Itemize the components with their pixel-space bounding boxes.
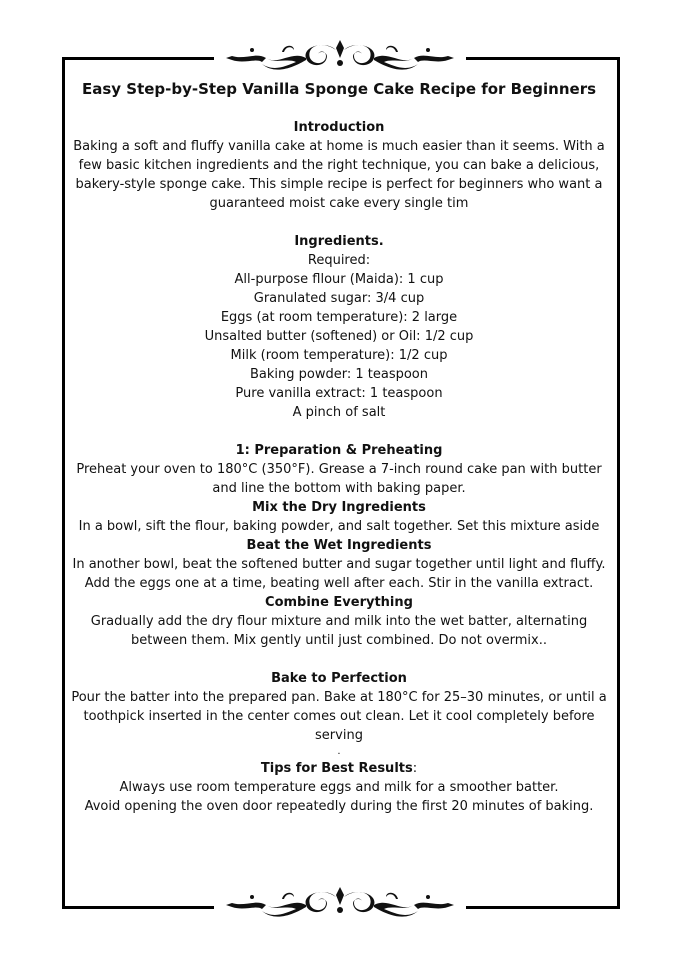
- ingredient-item: Baking powder: 1 teaspoon: [249, 367, 428, 382]
- flourish-icon: [222, 883, 458, 923]
- ingredient-item: Milk (room temperature): 1/2 cup: [230, 348, 448, 363]
- tips-heading-colon: :: [412, 761, 418, 776]
- bake-heading: Bake to Perfection: [271, 671, 407, 686]
- introduction-line: bakery-style sponge cake. This simple recipe is perfect for beginners who want a: [75, 177, 603, 192]
- introduction-line: guaranteed moist cake every single tim: [209, 196, 469, 211]
- combine-line: between them. Mix gently until just combined. Do not overmix..: [131, 633, 547, 648]
- wet-heading: Beat the Wet Ingredients: [246, 538, 432, 553]
- ingredients-subheading: Required:: [307, 253, 371, 268]
- ingredient-item: Unsalted butter (softened) or Oil: 1/2 cup: [204, 329, 474, 344]
- ingredient-item: Pure vanilla extract: 1 teaspoon: [235, 386, 443, 401]
- ingredient-item: A pinch of salt: [292, 405, 386, 420]
- bake-dot: .: [337, 746, 341, 757]
- introduction-heading: Introduction: [293, 120, 385, 135]
- ingredients-heading: Ingredients.: [294, 234, 384, 249]
- top-ornament: [214, 34, 466, 78]
- step1-line: and line the bottom with baking paper.: [212, 481, 466, 496]
- introduction-line: few basic kitchen ingredients and the right technique, you can bake a delicious,: [78, 158, 600, 173]
- combine-line: Gradually add the dry flour mixture and milk into the wet batter, alternating: [90, 614, 588, 629]
- recipe-content: [66, 78, 612, 816]
- ingredient-item: All-purpose fllour (Maida): 1 cup: [234, 272, 444, 287]
- wet-line: Add the eggs one at a time, beating well after each. Stir in the vanilla extract.: [84, 576, 594, 591]
- bake-line: Pour the batter into the prepared pan. Bake at 180°C for 25–30 minutes, or until a: [71, 690, 607, 705]
- flourish-icon: [222, 36, 458, 76]
- bake-line: toothpick inserted in the center comes out clean. Let it cool completely before: [83, 709, 595, 724]
- ingredient-item: Granulated sugar: 3/4 cup: [253, 291, 425, 306]
- dry-line: In a bowl, sift the flour, baking powder, and salt together. Set this mixture aside: [78, 519, 600, 534]
- introduction-line: Baking a soft and fluffy vanilla cake at home is much easier than it seems. With a: [73, 139, 605, 154]
- ingredient-item: Eggs (at room temperature): 2 large: [220, 310, 458, 325]
- bottom-ornament: [214, 881, 466, 925]
- tips-heading: [66, 759, 612, 778]
- tips-line: Always use room temperature eggs and milk for a smoother batter.: [119, 780, 559, 795]
- tips-heading-text: Tips for Best Results: [260, 761, 413, 776]
- step1-heading: 1: Preparation & Preheating: [235, 443, 443, 458]
- combine-heading: Combine Everything: [265, 595, 413, 610]
- tips-line: Avoid opening the oven door repeatedly during the first 20 minutes of baking.: [84, 799, 594, 814]
- bake-line: serving: [315, 728, 363, 743]
- step1-line: Preheat your oven to 180°C (350°F). Grease a 7-inch round cake pan with butter: [76, 462, 602, 477]
- wet-line: In another bowl, beat the softened butter and sugar together until light and fluffy.: [72, 557, 606, 572]
- dry-heading: Mix the Dry Ingredients: [252, 500, 426, 515]
- page-title: Easy Step-by-Step Vanilla Sponge Cake Recipe for Beginners: [81, 80, 597, 98]
